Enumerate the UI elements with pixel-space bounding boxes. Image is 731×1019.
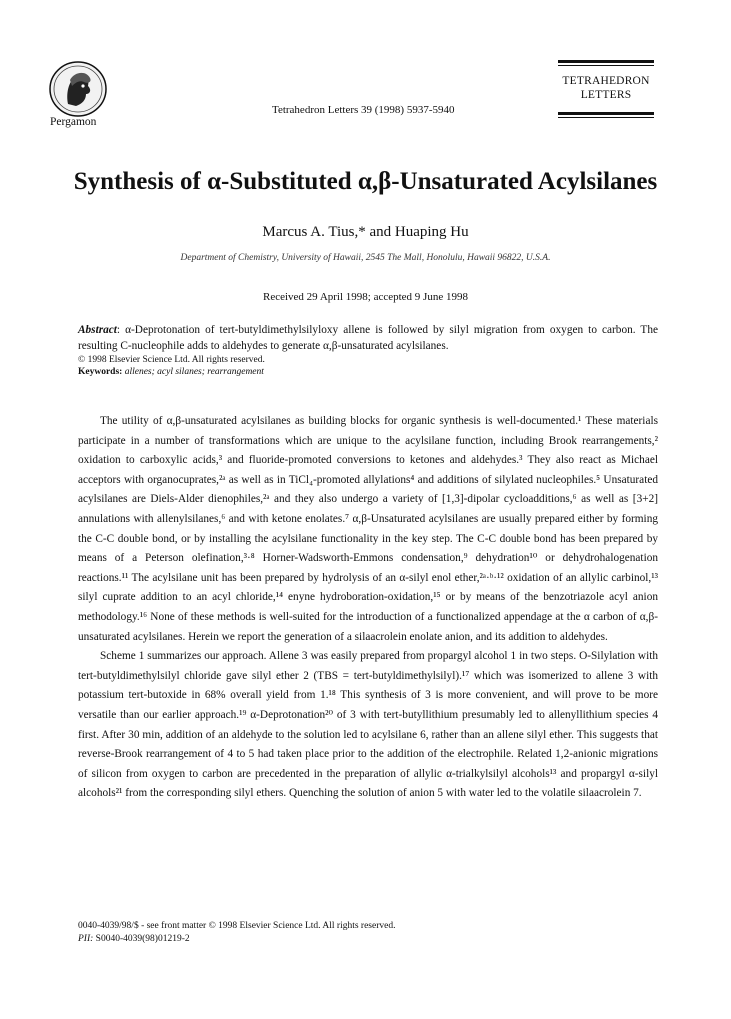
- paragraph-1: The utility of α,β-unsaturated acylsilanes as building blocks for organic synthesis is well-documented.¹ These materials participate in a number of transformations which are unique to the acylsilane function, including Brook rearrangements,² oxidation to carboxylic acids,³ and fluoride-promoted conversions to ketones and aldehydes.³ They also react as Michael acceptors with organocuprates,²ᵃ as well as in TiCl₄-promoted allylations⁴ and additions of silylated nucleophiles.⁵ Unsaturated acylsilanes are Diels-Alder dienophiles,²ᵃ and they also undergo a variety of [1,3]-dipolar cycloadditions,⁶ as well as [3+2] annulations with allenylsilanes,⁶ and with ketone enolates.⁷ α,β-Unsaturated acylsilanes are usually prepared either by forming the C-C double bond, or by installing the acylsilane functionality in the key step. The C-C double bond has been prepared by means of a Peterson olefination,³·⁸ Horner-Wadsworth-Emmons condensation,⁹ dehydration¹⁰ or dehydrohalogenation reactions.¹¹ The acylsilane unit has been prepared by hydrolysis of an α-silyl enol ether,²ᵃ·ᵇ·¹² oxidation of an allylic carbinol,¹³ silyl cuprate addition to an acyl chloride,¹⁴ enyne hydroboration-oxidation,¹⁵ or by means of the benzotriazole acyl anion methodology.¹⁶ None of these methods is well-suited for the introduction of a functionalized appendage at the α carbon of α,β-unsaturated acylsilanes. Herein we report the generation of a silaacrolein enolate anion, and its addition to aldehydes.: [78, 415, 658, 643]
- abstract-label: Abstract: [78, 324, 117, 336]
- copyright: © 1998 Elsevier Science Ltd. All rights reserved.: [78, 355, 265, 365]
- footer: [78, 920, 395, 946]
- keywords: [78, 366, 658, 378]
- abstract: [78, 322, 658, 378]
- abstract-body: : α-Deprotonation of tert-butyldimethylsilyloxy allene is followed by silyl migration from oxygen to carbon. The resulting C-nucleophile adds to aldehydes to generate α,β-unsaturated acylsilanes.: [78, 324, 658, 352]
- abstract-text: [78, 322, 658, 354]
- footer-pii: [78, 933, 395, 946]
- rule-bottom-thin: [558, 117, 654, 118]
- rule-bottom: [558, 112, 654, 115]
- publisher-logo: [48, 60, 108, 118]
- body-text: [78, 412, 658, 804]
- publisher-name: Pergamon: [50, 116, 97, 128]
- publisher-logo-icon: [48, 60, 108, 118]
- rule-top: [558, 60, 654, 63]
- journal-name-line1: TETRAHEDRON: [562, 75, 650, 87]
- pii-label: PII:: [78, 934, 94, 944]
- journal-name-line2: LETTERS: [580, 89, 632, 101]
- authors: Marcus A. Tius,* and Huaping Hu: [262, 224, 469, 240]
- keywords-list: allenes; acyl silanes; rearrangement: [124, 367, 264, 377]
- keywords-label: Keywords:: [78, 367, 123, 377]
- citation-line: Tetrahedron Letters 39 (1998) 5937-5940: [272, 104, 455, 116]
- affiliation: Department of Chemistry, University of Hawaii, 2545 The Mall, Honolulu, Hawaii 96822, U.S.A.: [180, 253, 551, 263]
- journal-mark: [558, 60, 654, 118]
- pii-value: S0040-4039(98)01219-2: [95, 934, 190, 944]
- paper-title: Synthesis of α-Substituted α,β-Unsaturated Acylsilanes: [73, 168, 658, 195]
- footer-copyright: 0040-4039/98/$ - see front matter © 1998 Elsevier Science Ltd. All rights reserved.: [78, 921, 396, 931]
- paragraph-2: Scheme 1 summarizes our approach. Allene 3 was easily prepared from propargyl alcohol 1 in two steps. O-Silylation with tert-butyldimethylsilyl chloride gave silyl ether 2 (TBS = tert-butyldimethylsilyl).¹⁷ which was isomerized to allene 3 with potassium tert-butoxide in 68% overall yield from 1.¹⁸ This synthesis of 3 is more convenient, and will prove to be more versatile than our earlier approach.¹⁹ α-Deprotonation²⁰ of 3 with tert-butyllithium presumably led to allenyllithium species 4 first. After 30 min, addition of an aldehyde to the solution led to acylsilane 6, rather than an allene silyl ether. This suggests that reverse-Brook rearrangement of 4 to 5 had taken place prior to the addition of the electrophile. Related 1,2-anionic migrations of silicon from oxygen to carbon are precedented in the preparation of allylic α-trialkylsilyl alcohols¹³ and propargyl α-silyl alcohols²¹ from the corresponding silyl ethers. Quenching the solution of anion 5 with water led to the volatile silaacrolein 7.: [78, 650, 658, 800]
- rule-top-thin: [558, 65, 654, 66]
- received-dates: Received 29 April 1998; accepted 9 June 1998: [263, 291, 468, 303]
